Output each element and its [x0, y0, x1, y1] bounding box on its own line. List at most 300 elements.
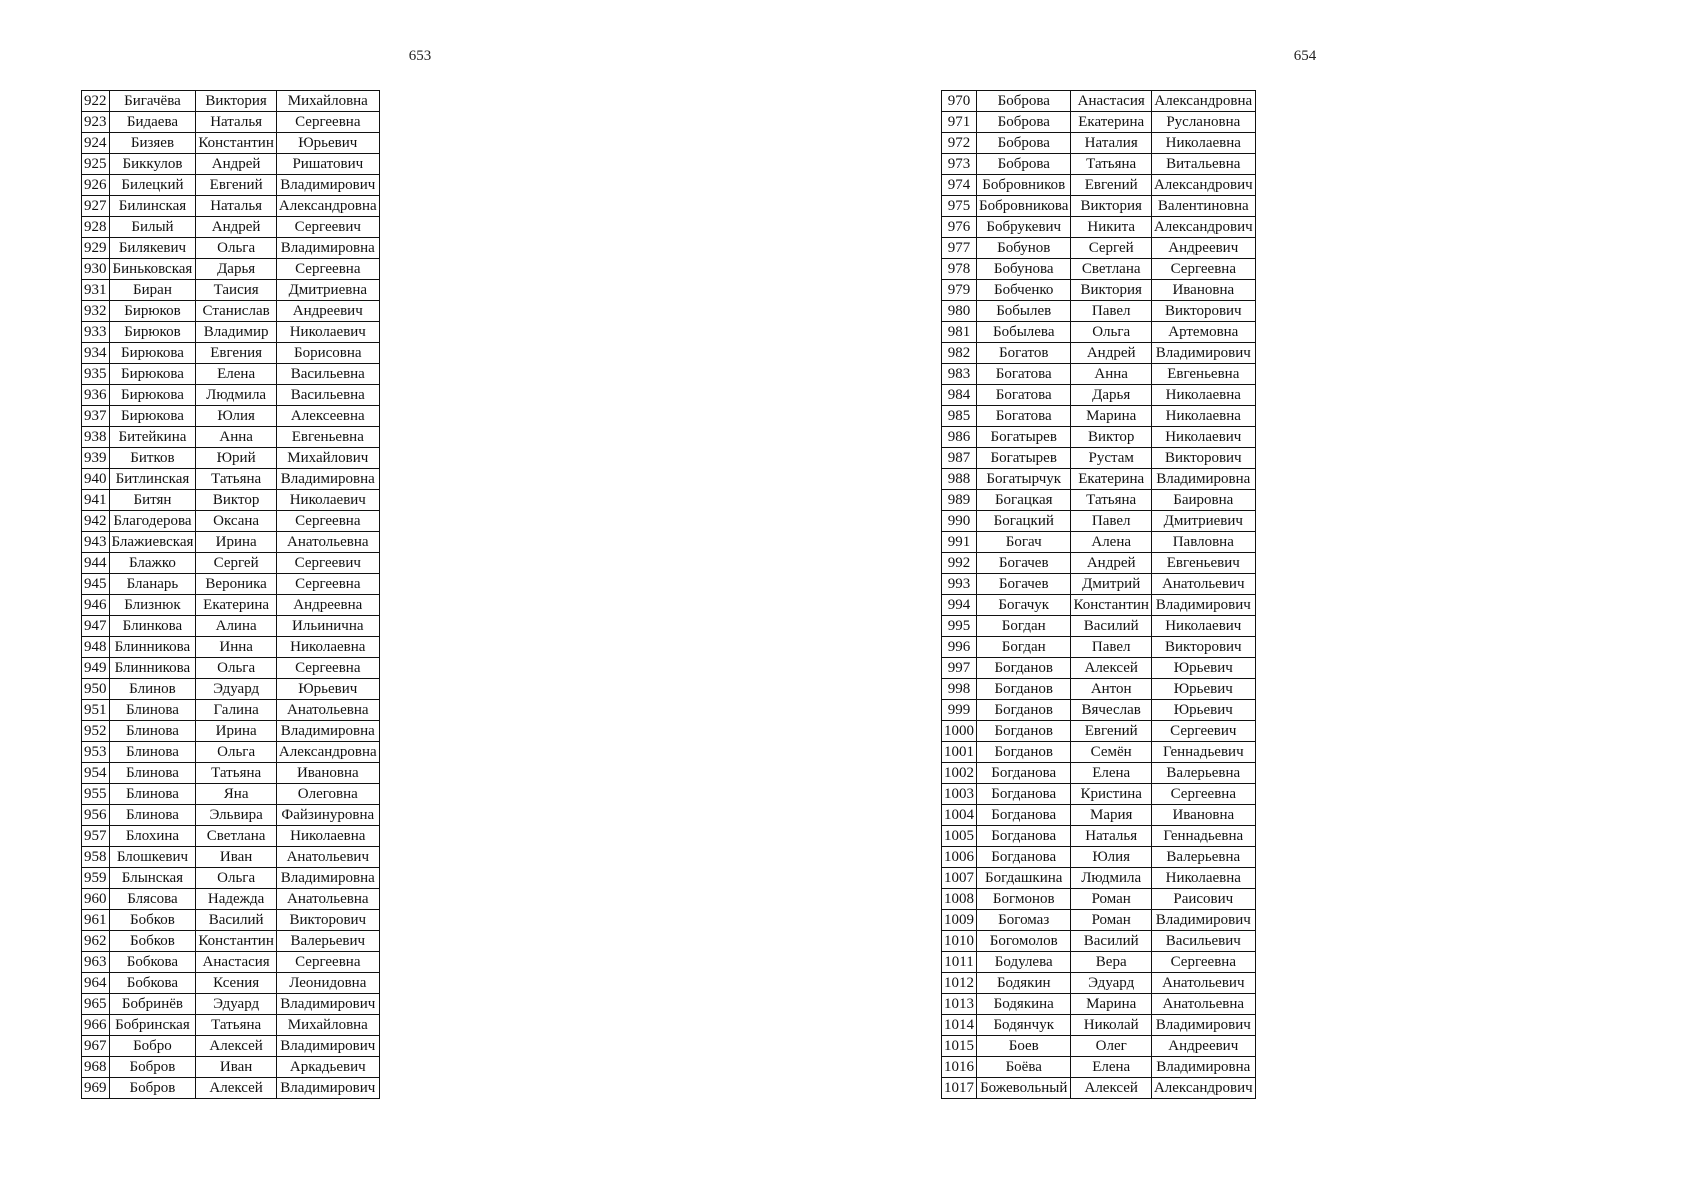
last-name-cell: Бобрукевич: [977, 217, 1071, 238]
patronymic-cell: Николаевна: [1151, 868, 1255, 889]
patronymic-cell: Александровна: [276, 742, 379, 763]
row-number-cell: 946: [82, 595, 110, 616]
last-name-cell: Блохина: [109, 826, 196, 847]
row-number-cell: 940: [82, 469, 110, 490]
last-name-cell: Богомолов: [977, 931, 1071, 952]
table-row: [82, 679, 380, 700]
patronymic-cell: Ильинична: [276, 616, 379, 637]
last-name-cell: Бобылев: [977, 301, 1071, 322]
row-number-cell: 964: [82, 973, 110, 994]
row-number-cell: 1006: [942, 847, 977, 868]
row-number-cell: 1013: [942, 994, 977, 1015]
first-name-cell: Екатерина: [1071, 469, 1151, 490]
row-number-cell: 991: [942, 532, 977, 553]
patronymic-cell: Михайловна: [276, 1015, 379, 1036]
last-name-cell: Богомаз: [977, 910, 1071, 931]
row-number-cell: 969: [82, 1078, 110, 1099]
first-name-cell: Елена: [196, 364, 276, 385]
table-row: [82, 469, 380, 490]
table-row: [82, 532, 380, 553]
first-name-cell: Константин: [196, 133, 276, 154]
patronymic-cell: Анатольевна: [276, 700, 379, 721]
first-name-cell: Татьяна: [196, 1015, 276, 1036]
row-number-cell: 922: [82, 91, 110, 112]
patronymic-cell: Николаевич: [1151, 616, 1255, 637]
last-name-cell: Бобро: [109, 1036, 196, 1057]
table-row: [82, 889, 380, 910]
table-row: [942, 679, 1256, 700]
last-name-cell: Блинов: [109, 679, 196, 700]
table-row: [82, 238, 380, 259]
patronymic-cell: Геннадьевич: [1151, 742, 1255, 763]
last-name-cell: Биккулов: [109, 154, 196, 175]
last-name-cell: Бирюков: [109, 301, 196, 322]
table-row: [942, 322, 1256, 343]
first-name-cell: Мария: [1071, 805, 1151, 826]
row-number-cell: 1001: [942, 742, 977, 763]
name-table: [81, 90, 380, 1099]
patronymic-cell: Сергеевна: [276, 952, 379, 973]
table-row: [942, 658, 1256, 679]
last-name-cell: Блинова: [109, 784, 196, 805]
row-number-cell: 968: [82, 1057, 110, 1078]
table-row: [82, 637, 380, 658]
row-number-cell: 958: [82, 847, 110, 868]
first-name-cell: Василий: [1071, 616, 1151, 637]
first-name-cell: Эдуард: [196, 679, 276, 700]
table-row: [942, 889, 1256, 910]
row-number-cell: 952: [82, 721, 110, 742]
last-name-cell: Богатырчук: [977, 469, 1071, 490]
patronymic-cell: Артемовна: [1151, 322, 1255, 343]
first-name-cell: Надежда: [196, 889, 276, 910]
last-name-cell: Богданова: [977, 763, 1071, 784]
patronymic-cell: Николаевна: [1151, 133, 1255, 154]
first-name-cell: Яна: [196, 784, 276, 805]
patronymic-cell: Сергеевич: [276, 553, 379, 574]
last-name-cell: Билинская: [109, 196, 196, 217]
first-name-cell: Андрей: [196, 217, 276, 238]
row-number-cell: 943: [82, 532, 110, 553]
table-row: [942, 637, 1256, 658]
last-name-cell: Блинова: [109, 721, 196, 742]
last-name-cell: Билый: [109, 217, 196, 238]
table-row: [942, 595, 1256, 616]
table-row: [942, 112, 1256, 133]
last-name-cell: Билякевич: [109, 238, 196, 259]
first-name-cell: Юлия: [196, 406, 276, 427]
table-row: [82, 406, 380, 427]
patronymic-cell: Владимировна: [1151, 469, 1255, 490]
page-number: 654: [1293, 48, 1317, 64]
patronymic-cell: Владимировна: [1151, 1057, 1255, 1078]
first-name-cell: Антон: [1071, 679, 1151, 700]
last-name-cell: Бидаева: [109, 112, 196, 133]
last-name-cell: Бирюкова: [109, 385, 196, 406]
table-row: [82, 112, 380, 133]
first-name-cell: Юлия: [1071, 847, 1151, 868]
table-row: [942, 742, 1256, 763]
patronymic-cell: Анатольевна: [276, 532, 379, 553]
table-row: [82, 280, 380, 301]
last-name-cell: Бобков: [109, 931, 196, 952]
first-name-cell: Марина: [1071, 406, 1151, 427]
last-name-cell: Божевольный: [977, 1078, 1071, 1099]
patronymic-cell: Викторович: [276, 910, 379, 931]
row-number-cell: 925: [82, 154, 110, 175]
row-number-cell: 936: [82, 385, 110, 406]
table-row: [82, 322, 380, 343]
first-name-cell: Виктория: [1071, 280, 1151, 301]
table-row: [942, 805, 1256, 826]
last-name-cell: Богатова: [977, 385, 1071, 406]
table-row: [942, 1057, 1256, 1078]
last-name-cell: Богдан: [977, 637, 1071, 658]
patronymic-cell: Аркадьевич: [276, 1057, 379, 1078]
last-name-cell: Бобкова: [109, 973, 196, 994]
last-name-cell: Богданов: [977, 700, 1071, 721]
first-name-cell: Наталия: [1071, 133, 1151, 154]
last-name-cell: Боброва: [977, 91, 1071, 112]
last-name-cell: Биньковская: [109, 259, 196, 280]
patronymic-cell: Владимирович: [276, 175, 379, 196]
table-row: [942, 511, 1256, 532]
patronymic-cell: Юрьевич: [276, 679, 379, 700]
last-name-cell: Блажко: [109, 553, 196, 574]
row-number-cell: 974: [942, 175, 977, 196]
first-name-cell: Виктор: [196, 490, 276, 511]
table-row: [82, 154, 380, 175]
row-number-cell: 955: [82, 784, 110, 805]
last-name-cell: Богданова: [977, 847, 1071, 868]
last-name-cell: Богданов: [977, 742, 1071, 763]
patronymic-cell: Сергеевич: [1151, 721, 1255, 742]
first-name-cell: Алексей: [1071, 658, 1151, 679]
table-row: [82, 595, 380, 616]
first-name-cell: Людмила: [196, 385, 276, 406]
table-row: [82, 427, 380, 448]
table-row: [82, 91, 380, 112]
first-name-cell: Людмила: [1071, 868, 1151, 889]
row-number-cell: 927: [82, 196, 110, 217]
last-name-cell: Бодякина: [977, 994, 1071, 1015]
patronymic-cell: Николаевич: [1151, 427, 1255, 448]
table-row: [942, 553, 1256, 574]
patronymic-cell: Владимирович: [1151, 910, 1255, 931]
first-name-cell: Наталья: [196, 196, 276, 217]
first-name-cell: Николай: [1071, 1015, 1151, 1036]
patronymic-cell: Михайлович: [276, 448, 379, 469]
patronymic-cell: Николаевич: [276, 322, 379, 343]
last-name-cell: Богачев: [977, 553, 1071, 574]
last-name-cell: Боброва: [977, 133, 1071, 154]
patronymic-cell: Николаевна: [1151, 406, 1255, 427]
table-row: [82, 973, 380, 994]
last-name-cell: Бобкова: [109, 952, 196, 973]
table-row: [942, 217, 1256, 238]
table-row: [942, 952, 1256, 973]
row-number-cell: 957: [82, 826, 110, 847]
first-name-cell: Олег: [1071, 1036, 1151, 1057]
patronymic-cell: Анатольевна: [276, 889, 379, 910]
first-name-cell: Татьяна: [196, 469, 276, 490]
last-name-cell: Бодянчук: [977, 1015, 1071, 1036]
table-row: [942, 994, 1256, 1015]
first-name-cell: Никита: [1071, 217, 1151, 238]
patronymic-cell: Ивановна: [276, 763, 379, 784]
patronymic-cell: Анатольевич: [1151, 973, 1255, 994]
first-name-cell: Виктория: [1071, 196, 1151, 217]
patronymic-cell: Ришатович: [276, 154, 379, 175]
first-name-cell: Станислав: [196, 301, 276, 322]
last-name-cell: Бизяев: [109, 133, 196, 154]
patronymic-cell: Васильевич: [1151, 931, 1255, 952]
last-name-cell: Блажиевская: [109, 532, 196, 553]
table-row: [82, 658, 380, 679]
patronymic-cell: Андреевна: [276, 595, 379, 616]
first-name-cell: Виктория: [196, 91, 276, 112]
patronymic-cell: Александрович: [1151, 1078, 1255, 1099]
last-name-cell: Битков: [109, 448, 196, 469]
last-name-cell: Битлинская: [109, 469, 196, 490]
first-name-cell: Иван: [196, 1057, 276, 1078]
table-row: [82, 301, 380, 322]
patronymic-cell: Сергеевна: [276, 658, 379, 679]
table-row: [942, 868, 1256, 889]
row-number-cell: 996: [942, 637, 977, 658]
last-name-cell: Блошкевич: [109, 847, 196, 868]
row-number-cell: 1003: [942, 784, 977, 805]
table-row: [942, 469, 1256, 490]
table-row: [82, 868, 380, 889]
patronymic-cell: Анатольевич: [1151, 574, 1255, 595]
table-row: [82, 343, 380, 364]
row-number-cell: 954: [82, 763, 110, 784]
row-number-cell: 951: [82, 700, 110, 721]
first-name-cell: Сергей: [1071, 238, 1151, 259]
patronymic-cell: Александрович: [1151, 217, 1255, 238]
row-number-cell: 942: [82, 511, 110, 532]
last-name-cell: Блынская: [109, 868, 196, 889]
patronymic-cell: Валентиновна: [1151, 196, 1255, 217]
row-number-cell: 1010: [942, 931, 977, 952]
first-name-cell: Ольга: [196, 238, 276, 259]
first-name-cell: Константин: [196, 931, 276, 952]
table-row: [82, 448, 380, 469]
row-number-cell: 935: [82, 364, 110, 385]
table-row: [82, 175, 380, 196]
row-number-cell: 933: [82, 322, 110, 343]
patronymic-cell: Валерьевич: [276, 931, 379, 952]
row-number-cell: 994: [942, 595, 977, 616]
patronymic-cell: Юрьевич: [1151, 700, 1255, 721]
row-number-cell: 995: [942, 616, 977, 637]
row-number-cell: 1008: [942, 889, 977, 910]
first-name-cell: Анастасия: [196, 952, 276, 973]
patronymic-cell: Андреевич: [1151, 238, 1255, 259]
first-name-cell: Эльвира: [196, 805, 276, 826]
first-name-cell: Евгения: [196, 343, 276, 364]
table-row: [82, 1057, 380, 1078]
first-name-cell: Галина: [196, 700, 276, 721]
first-name-cell: Анна: [196, 427, 276, 448]
first-name-cell: Василий: [1071, 931, 1151, 952]
patronymic-cell: Владимирович: [1151, 1015, 1255, 1036]
last-name-cell: Блясова: [109, 889, 196, 910]
row-number-cell: 972: [942, 133, 977, 154]
patronymic-cell: Александровна: [276, 196, 379, 217]
patronymic-cell: Сергеевна: [276, 112, 379, 133]
table-row: [82, 847, 380, 868]
last-name-cell: Бланарь: [109, 574, 196, 595]
row-number-cell: 984: [942, 385, 977, 406]
first-name-cell: Павел: [1071, 637, 1151, 658]
patronymic-cell: Сергеевна: [276, 259, 379, 280]
row-number-cell: 999: [942, 700, 977, 721]
row-number-cell: 941: [82, 490, 110, 511]
row-number-cell: 992: [942, 553, 977, 574]
last-name-cell: Блинова: [109, 742, 196, 763]
table-row: [82, 574, 380, 595]
table-row: [942, 490, 1256, 511]
row-number-cell: 997: [942, 658, 977, 679]
first-name-cell: Елена: [1071, 763, 1151, 784]
last-name-cell: Боброва: [977, 154, 1071, 175]
last-name-cell: Бодякин: [977, 973, 1071, 994]
last-name-cell: Богданов: [977, 721, 1071, 742]
row-number-cell: 976: [942, 217, 977, 238]
row-number-cell: 973: [942, 154, 977, 175]
row-number-cell: 1002: [942, 763, 977, 784]
first-name-cell: Ирина: [196, 721, 276, 742]
table-row: [82, 763, 380, 784]
patronymic-cell: Евгеньевна: [276, 427, 379, 448]
last-name-cell: Блинкова: [109, 616, 196, 637]
row-number-cell: 987: [942, 448, 977, 469]
row-number-cell: 993: [942, 574, 977, 595]
table-row: [82, 511, 380, 532]
table-row: [942, 154, 1256, 175]
row-number-cell: 1011: [942, 952, 977, 973]
last-name-cell: Боёва: [977, 1057, 1071, 1078]
last-name-cell: Бирюкова: [109, 364, 196, 385]
table-row: [82, 952, 380, 973]
table-row: [942, 91, 1256, 112]
table-row: [82, 700, 380, 721]
name-table: [941, 90, 1256, 1099]
last-name-cell: Бобровникова: [977, 196, 1071, 217]
patronymic-cell: Владимировна: [276, 721, 379, 742]
first-name-cell: Василий: [196, 910, 276, 931]
row-number-cell: 928: [82, 217, 110, 238]
patronymic-cell: Владимировна: [276, 469, 379, 490]
patronymic-cell: Александрович: [1151, 175, 1255, 196]
first-name-cell: Дарья: [1071, 385, 1151, 406]
first-name-cell: Алексей: [1071, 1078, 1151, 1099]
row-number-cell: 945: [82, 574, 110, 595]
table-row: [82, 910, 380, 931]
row-number-cell: 989: [942, 490, 977, 511]
row-number-cell: 948: [82, 637, 110, 658]
row-number-cell: 977: [942, 238, 977, 259]
row-number-cell: 961: [82, 910, 110, 931]
last-name-cell: Богатов: [977, 343, 1071, 364]
patronymic-cell: Евгеньевна: [1151, 364, 1255, 385]
first-name-cell: Ольга: [196, 868, 276, 889]
last-name-cell: Богацкий: [977, 511, 1071, 532]
patronymic-cell: Андреевич: [1151, 1036, 1255, 1057]
last-name-cell: Бобков: [109, 910, 196, 931]
table-row: [942, 133, 1256, 154]
last-name-cell: Благодерова: [109, 511, 196, 532]
patronymic-cell: Васильевна: [276, 364, 379, 385]
first-name-cell: Наталья: [196, 112, 276, 133]
table-row: [942, 385, 1256, 406]
row-number-cell: 1004: [942, 805, 977, 826]
patronymic-cell: Михайловна: [276, 91, 379, 112]
row-number-cell: 1000: [942, 721, 977, 742]
patronymic-cell: Дмитриевна: [276, 280, 379, 301]
row-number-cell: 983: [942, 364, 977, 385]
patronymic-cell: Сергеевна: [1151, 952, 1255, 973]
row-number-cell: 923: [82, 112, 110, 133]
row-number-cell: 934: [82, 343, 110, 364]
table-row: [82, 217, 380, 238]
first-name-cell: Роман: [1071, 889, 1151, 910]
table-row: [942, 532, 1256, 553]
first-name-cell: Кристина: [1071, 784, 1151, 805]
patronymic-cell: Геннадьевна: [1151, 826, 1255, 847]
row-number-cell: 960: [82, 889, 110, 910]
table-row: [82, 553, 380, 574]
first-name-cell: Вячеслав: [1071, 700, 1151, 721]
last-name-cell: Бобринская: [109, 1015, 196, 1036]
last-name-cell: Бобунова: [977, 259, 1071, 280]
table-row: [82, 805, 380, 826]
first-name-cell: Евгений: [1071, 175, 1151, 196]
patronymic-cell: Сергеевна: [1151, 259, 1255, 280]
patronymic-cell: Алексеевна: [276, 406, 379, 427]
row-number-cell: 979: [942, 280, 977, 301]
patronymic-cell: Владимирович: [276, 1036, 379, 1057]
last-name-cell: Бобунов: [977, 238, 1071, 259]
last-name-cell: Близнюк: [109, 595, 196, 616]
row-number-cell: 926: [82, 175, 110, 196]
table-row: [82, 742, 380, 763]
first-name-cell: Наталья: [1071, 826, 1151, 847]
table-row: [82, 259, 380, 280]
first-name-cell: Алина: [196, 616, 276, 637]
first-name-cell: Оксана: [196, 511, 276, 532]
patronymic-cell: Владимировна: [276, 238, 379, 259]
last-name-cell: Богданова: [977, 784, 1071, 805]
row-number-cell: 981: [942, 322, 977, 343]
first-name-cell: Андрей: [1071, 343, 1151, 364]
patronymic-cell: Валерьевна: [1151, 847, 1255, 868]
last-name-cell: Бодулева: [977, 952, 1071, 973]
patronymic-cell: Николаевич: [276, 490, 379, 511]
table-row: [942, 238, 1256, 259]
row-number-cell: 970: [942, 91, 977, 112]
patronymic-cell: Валерьевна: [1151, 763, 1255, 784]
row-number-cell: 967: [82, 1036, 110, 1057]
first-name-cell: Роман: [1071, 910, 1151, 931]
last-name-cell: Блинникова: [109, 637, 196, 658]
row-number-cell: 971: [942, 112, 977, 133]
first-name-cell: Ксения: [196, 973, 276, 994]
first-name-cell: Алексей: [196, 1036, 276, 1057]
first-name-cell: Вера: [1071, 952, 1151, 973]
